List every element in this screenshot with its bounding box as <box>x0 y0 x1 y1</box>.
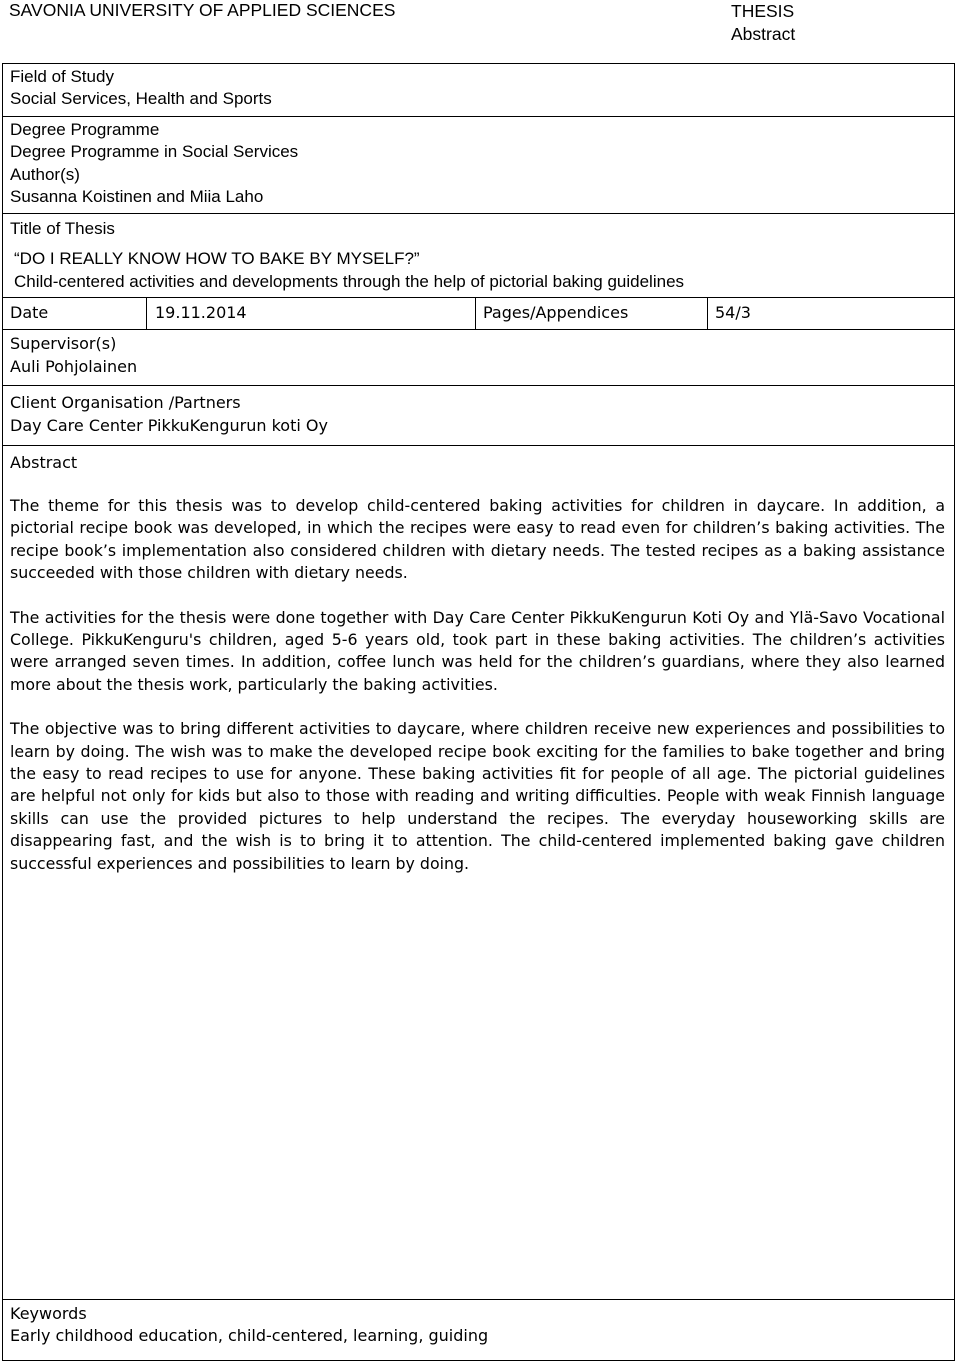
divider <box>3 116 954 117</box>
divider <box>707 297 708 329</box>
abstract-body <box>10 495 945 897</box>
supervisor-label: Supervisor(s) <box>10 334 117 353</box>
divider <box>3 329 954 330</box>
thesis-abstract-form <box>2 63 955 1361</box>
date-value: 19.11.2014 <box>155 303 247 322</box>
divider <box>3 213 954 214</box>
document-type-label: THESIS <box>731 1 795 21</box>
authors-label: Author(s) <box>10 165 80 184</box>
divider <box>475 297 476 329</box>
divider <box>146 297 147 329</box>
title-label: Title of Thesis <box>10 219 115 238</box>
abstract-paragraph: The activities for the thesis were done together with Day Care Center PikkuKengurun Koti Oy and Ylä-Savo Vocational College. PikkuKenguru's children, aged 5-6 years old, took part in these baking activities. The children’s activities were arranged seven times. In addition, coffee lunch was held for the children’s guardians, where they also learned more about the thesis work, particularly the baking activities. <box>10 607 945 694</box>
client-value: Day Care Center PikkuKengurun koti Oy <box>10 416 328 435</box>
divider <box>3 445 954 446</box>
abstract-paragraph: The theme for this thesis was to develop child-centered baking activities for children in daycare. In addition, a pictorial recipe book was developed, in which the recipes were easy to read even for children’s baking activities. The recipe book’s implementation also considered children with dietary needs. The tested recipes as a baking assistance succeeded with those children with dietary needs. <box>10 496 945 583</box>
degree-programme-label: Degree Programme <box>10 120 160 139</box>
supervisor-value: Auli Pohjolainen <box>10 357 138 376</box>
abstract-label: Abstract <box>10 453 78 472</box>
authors-value: Susanna Koistinen and Miia Laho <box>10 187 264 206</box>
abstract-paragraph: The objective was to bring different activities to daycare, where children receive new experiences and possibilities to learn by doing. The wish was to make the developed recipe book exciting for the families to bake together and bring the easy to read recipes to use for anyone. These baking activities fit for people of all age. The pictorial guidelines are helpful not only for kids but also to those with reading and writing difficulties. People with weak Finnish language skills can use the provided pictures to help understand the recipes. The everyday houseworking skills are disappearing fast, and the wish is to bring it to attention. The child-centered implemented baking gave children successful experiences and possibilities to learn by doing. <box>10 719 945 873</box>
institution-name: SAVONIA UNIVERSITY OF APPLIED SCIENCES <box>9 0 396 20</box>
divider <box>3 385 954 386</box>
field-of-study-value: Social Services, Health and Sports <box>10 89 272 108</box>
title-line-1: “DO I REALLY KNOW HOW TO BAKE BY MYSELF?” <box>14 249 420 268</box>
keywords-label: Keywords <box>10 1304 87 1323</box>
pages-label: Pages/Appendices <box>483 303 629 322</box>
keywords-value: Early childhood education, child-centered, learning, guiding <box>10 1326 489 1345</box>
field-of-study-label: Field of Study <box>10 67 114 86</box>
document-subtype-label: Abstract <box>731 24 796 44</box>
client-label: Client Organisation /Partners <box>10 393 241 412</box>
document-type <box>731 0 795 46</box>
pages-value: 54/3 <box>715 303 751 322</box>
degree-programme-value: Degree Programme in Social Services <box>10 142 299 161</box>
date-label: Date <box>10 303 49 322</box>
divider <box>3 1299 954 1300</box>
title-line-2: Child-centered activities and developments through the help of pictorial baking guidelines <box>14 272 685 291</box>
